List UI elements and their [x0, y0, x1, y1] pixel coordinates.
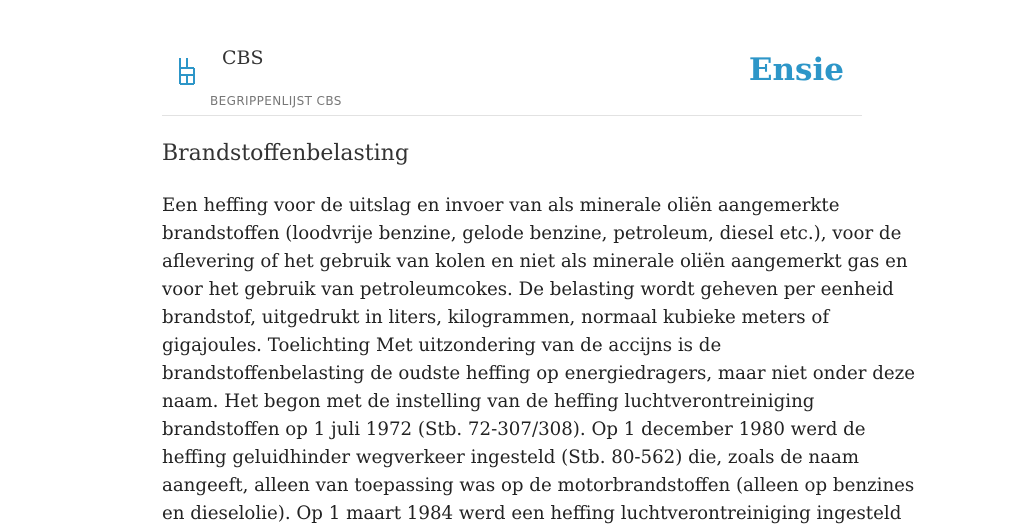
definition-line: aflevering of het gebruik van kolen en niet als minerale oliën aangemerkt gas en — [162, 251, 908, 272]
definition-line: Een heffing voor de uitslag en invoer van als minerale oliën aangemerkte — [162, 195, 840, 216]
source-subtitle[interactable]: BEGRIPPENLIJST CBS — [210, 94, 342, 108]
definition-line: voor het gebruik van petroleumcokes. De belasting wordt geheven per eenheid — [162, 279, 894, 300]
definition-line: naam. Het begon met de instelling van de heffing luchtverontreiniging — [162, 391, 815, 412]
page — [162, 0, 916, 524]
header — [162, 0, 862, 116]
definition-line: brandstoffen op 1 juli 1972 (Stb. 72-307/308). Op 1 december 1980 werd de — [162, 419, 866, 440]
definition-line: aangeeft, alleen van toepassing was op de motorbrandstoffen (alleen op benzines — [162, 475, 915, 496]
definition-line: brandstoffenbelasting de oudste heffing op energiedragers, maar niet onder deze — [162, 363, 916, 384]
definition-line: brandstof, uitgedrukt in liters, kilogrammen, normaal kubieke meters of — [162, 307, 830, 328]
definition-line: brandstoffen (loodvrije benzine, gelode benzine, petroleum, diesel etc.), voor de — [162, 223, 902, 244]
definition-line: heffing geluidhinder wegverkeer ingesteld (Stb. 80-562) die, zoals de naam — [162, 447, 860, 468]
cbs-logo-icon[interactable] — [174, 55, 198, 87]
definition-text — [162, 192, 916, 528]
source-name[interactable]: CBS — [222, 47, 264, 69]
definition-line: gigajoules. Toelichting Met uitzondering van de accijns is de — [162, 335, 722, 356]
definition-line: en dieselolie). Op 1 maart 1984 werd een heffing luchtverontreiniging ingesteld — [162, 503, 902, 524]
page-title: Brandstoffenbelasting — [162, 141, 409, 166]
brand-logo[interactable]: Ensie — [748, 52, 844, 88]
